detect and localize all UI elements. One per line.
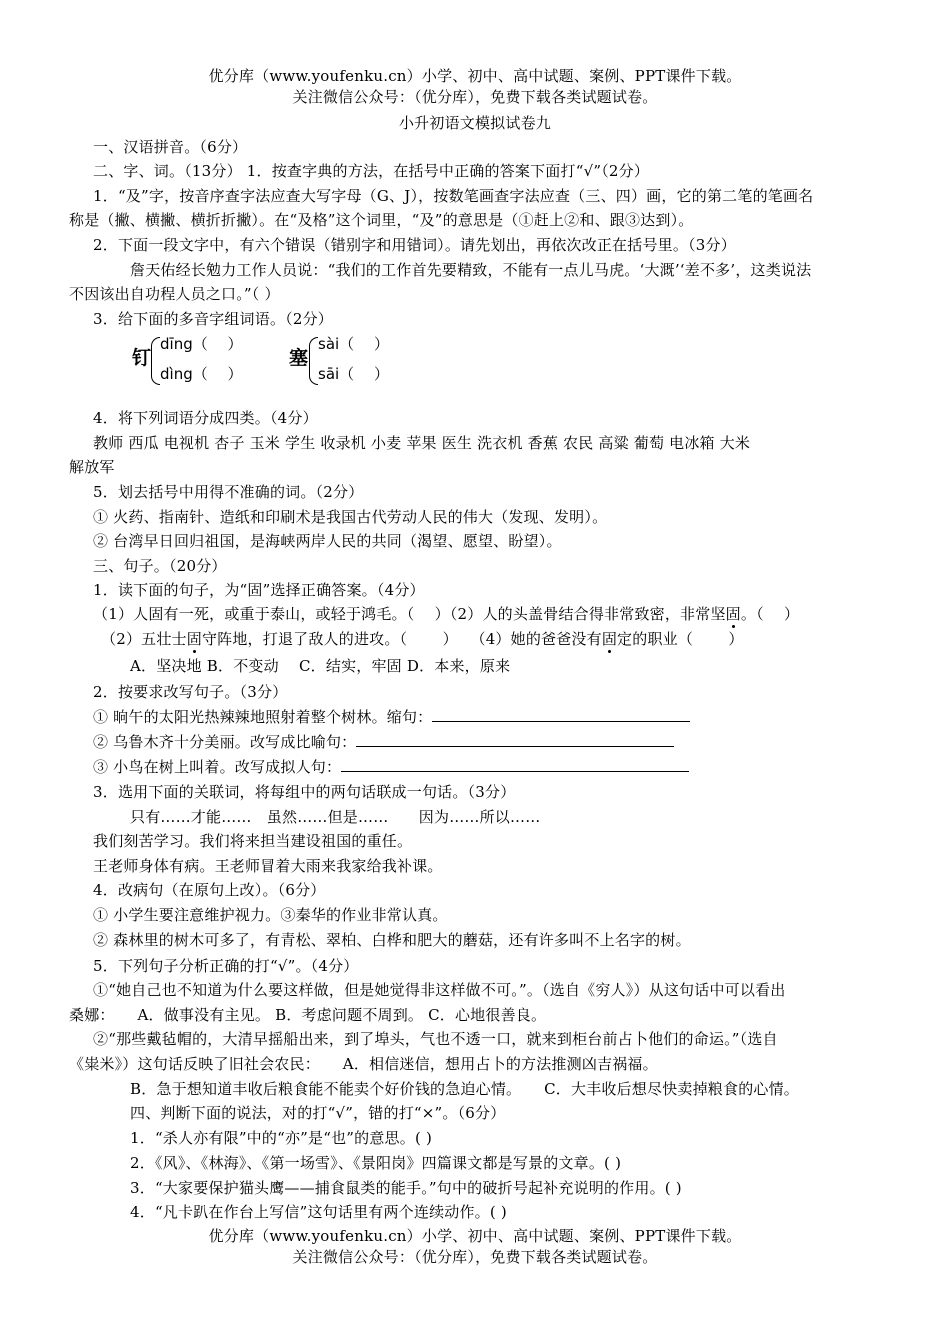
footer-line-2: 关注微信公众号：（优分库），免费下载各类试题试卷。 <box>292 1248 658 1266</box>
word-list: 教师 西瓜 电视机 杏子 玉米 学生 收录机 小麦 苹果 医生 洗衣机 香蕉 农民 高粱 葡萄 电冰箱 大米 <box>93 434 751 452</box>
rewrite-item: ② 乌鲁木齐十分美丽。改写成比喻句： <box>93 732 674 752</box>
sick-sentence: ② 森林里的树木可多了，有青松、翠柏、白桦和肥大的蘑菇，还有许多叫不上名字的树。 <box>93 931 691 949</box>
header-line-2: 关注微信公众号：（优分库），免费下载各类试题试卷。 <box>292 88 658 106</box>
exam-title: 小升初语文模拟试卷九 <box>398 114 551 132</box>
analysis-item: ①“她自己也不知道为什么要这样做，但是她觉得非这样做不可。”。（选自《穷人》）从这句话中可以看出 <box>93 981 786 999</box>
question-text: ② 台湾早日回归祖国，是海峡两岸人民的共同（渴望、愿望、盼望）。 <box>93 532 562 550</box>
question-text: 2．下面一段文字中，有六个错误（错别字和用错词）。请先划出，再依次改正在括号里。（3分） <box>93 236 736 254</box>
emphasized-char: 固 <box>186 630 202 648</box>
rewrite-item: ① 晌午的太阳光热辣辣地照射着整个树林。缩句： <box>93 707 690 727</box>
question-text: 4．改病句（在原句上改）。（6分） <box>93 881 326 899</box>
header-line-1: 优分库（www.youfenku.cn）小学、初中、高中试题、案例、PPT课件下载。 <box>208 67 742 85</box>
judgement-item: 3．“大家要保护猫头鹰——捕食鼠类的能手。”句中的破折号起补充说明的作用。( ) <box>130 1179 682 1197</box>
question-text: 3．给下面的多音字组词语。（2分） <box>93 310 333 328</box>
answer-blank[interactable] <box>341 757 689 772</box>
answer-blank[interactable] <box>356 732 674 747</box>
pinyin-option: dìng（ ） <box>160 365 243 383</box>
analysis-item: ②“那些戴毡帽的，大清早摇船出来，到了埠头，气也不透一口，就来到柜台前占卜他们的命运。”（选自 <box>93 1030 778 1048</box>
brace-icon <box>309 337 318 385</box>
pinyin-option: sāi（ ） <box>318 365 389 383</box>
rewrite-item: ③ 小鸟在树上叫着。改写成拟人句： <box>93 757 689 777</box>
conjunction-list: 只有……才能…… 虽然……但是…… 因为……所以…… <box>130 808 541 826</box>
polyphone-char-sai: 塞 <box>289 347 309 369</box>
gu-row-1: （1）人固有一死，或重于泰山，或轻于鸿毛。（ ）（2）人的头盖骨结合得非常致密，非常坚固。（ ） <box>93 605 800 623</box>
question-text: 1．读下面的句子，为“固”选择正确答案。（4分） <box>93 581 425 599</box>
passage-text: 不因该出自功程人员之口。”（ ） <box>69 285 280 303</box>
section-pinyin: 一、汉语拼音。（6分） <box>93 138 248 156</box>
emphasized-char: 固 <box>601 630 618 648</box>
pinyin-option: sài（ ） <box>318 335 389 353</box>
judgement-item: 2．《风》、《林海》、《第一场雪》、《景阳岗》四篇课文都是写景的文章。( ) <box>130 1154 622 1172</box>
judgement-item: 1．“杀人亦有限”中的“亦”是“也”的意思。( ) <box>130 1129 433 1147</box>
section-sentences: 三、句子。（20分） <box>93 557 227 575</box>
question-text: 2．按要求改写句子。（3分） <box>93 683 288 701</box>
answer-blank[interactable] <box>432 707 690 722</box>
footer-line-1: 优分库（www.youfenku.cn）小学、初中、高中试题、案例、PPT课件下载。 <box>208 1227 742 1245</box>
analysis-item: B．急于想知道丰收后粮食能不能卖个好价钱的急迫心情。 C．大丰收后想尽快卖掉粮食的心情。 <box>130 1080 800 1098</box>
pinyin-option: dīng（ ） <box>160 335 243 353</box>
question-text: 3．选用下面的关联词，将每组中的两句话联成一句话。（3分） <box>93 783 516 801</box>
section-judgement: 四、判断下面的说法，对的打“√”，错的打“×”。（6分） <box>130 1104 506 1122</box>
section-words: 二、字、词。（13分） 1．按查字典的方法，在括号中正确的答案下面打“√”（2分） <box>93 162 650 180</box>
sick-sentence: ① 小学生要注意维护视力。③秦华的作业非常认真。 <box>93 906 448 924</box>
question-text: 5．划去括号中用得不准确的词。（2分） <box>93 483 364 501</box>
word-list: 解放军 <box>69 458 115 476</box>
question-text: 4．将下列词语分成四类。（4分） <box>93 409 318 427</box>
sentence-pair: 我们刻苦学习。我们将来担当建设祖国的重任。 <box>93 832 413 850</box>
question-text: 称是（撇、横撇、横折折撇）。在“及格”这个词里，“及”的意思是（①赶上②和、跟③达到）。 <box>69 211 694 229</box>
polyphone-char-ding: 钉 <box>132 347 152 369</box>
emphasized-char: 固 <box>725 605 741 623</box>
analysis-item: 《粜米》）这句话反映了旧社会农民： A．相信迷信，想用占卜的方法推测凶吉祸福。 <box>69 1055 658 1073</box>
gu-row-2: （2）五壮士固守阵地，打退了敌人的进攻。（ ） （4）她的爸爸没有固定的职业（ ） <box>101 630 744 648</box>
answer-options: A．坚决地 B．不变动 C．结实，牢固 D．本来，原来 <box>130 657 511 675</box>
analysis-item: 桑娜： A．做事没有主见。 B．考虑问题不周到。 C．心地很善良。 <box>69 1006 547 1024</box>
question-text: ① 火药、指南针、造纸和印刷术是我国古代劳动人民的伟大（发现、发明）。 <box>93 508 608 526</box>
sentence-pair: 王老师身体有病。王老师冒着大雨来我家给我补课。 <box>93 857 443 875</box>
brace-icon <box>151 337 160 385</box>
question-text: 1．“及”字，按音序查字法应查大写字母（G、J），按数笔画查字法应查（三、四）画，它的第二笔的笔画名 <box>93 187 814 205</box>
judgement-item: 4．“凡卡趴在作台上写信”这句话里有两个连续动作。( ) <box>130 1203 507 1221</box>
passage-text: 詹天佑经长勉力工作人员说：“我们的工作首先要精致，不能有一点儿马虎。‘大溉’‘差不多’，这类说法 <box>130 261 812 279</box>
question-text: 5．下列句子分析正确的打“√”。（4分） <box>93 957 359 975</box>
